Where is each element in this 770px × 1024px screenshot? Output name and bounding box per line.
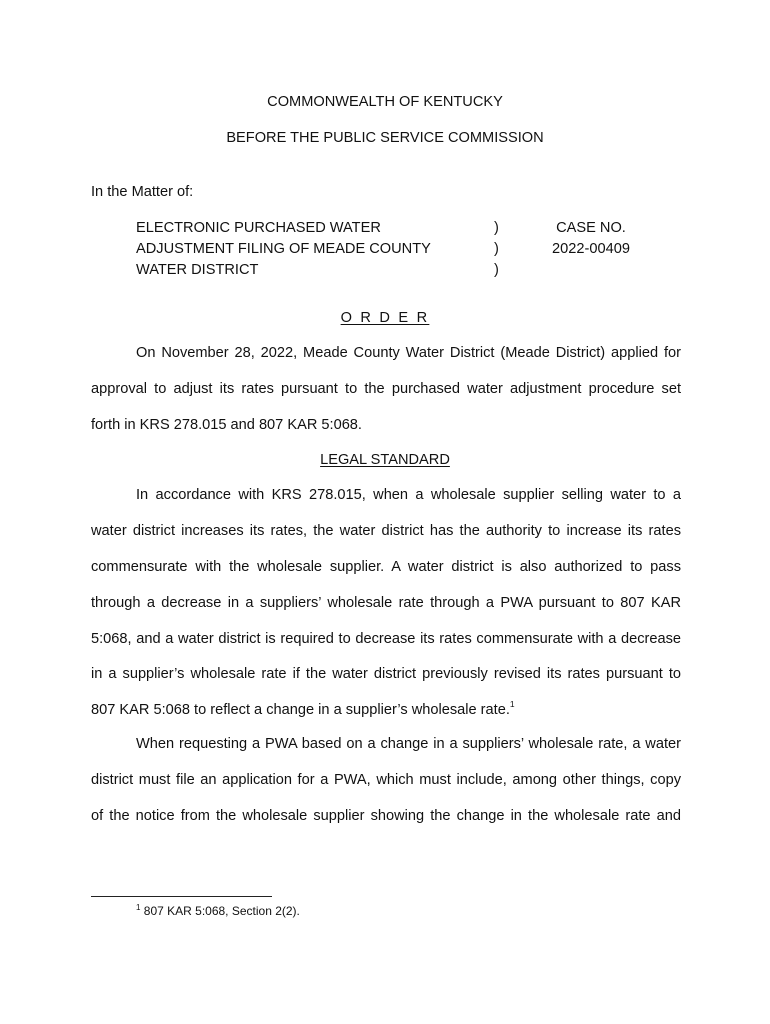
paragraph-pwa-request xyxy=(91,727,681,835)
case-number: 2022-00409 xyxy=(552,241,630,257)
caption-paren: ) xyxy=(494,241,499,257)
paragraph-line: In accordance with KRS 278.015, when a wholesale supplier selling water to a xyxy=(136,487,681,503)
paragraph-intro xyxy=(91,336,681,444)
footnote-divider xyxy=(91,896,272,897)
paragraph-line: commensurate with the wholesale supplier. A water district is also authorized to pass xyxy=(91,558,681,575)
paragraph-line: district must file an application for a PWA, which must include, among other things, copy xyxy=(91,771,681,788)
caption-paren: ) xyxy=(494,262,499,278)
footnote-marker: 1 xyxy=(136,903,141,912)
footnote xyxy=(136,904,300,918)
paragraph-line: When requesting a PWA based on a change in a suppliers’ wholesale rate, a water xyxy=(136,736,681,752)
header-commonwealth: COMMONWEALTH OF KENTUCKY xyxy=(267,94,503,110)
footnote-text: 807 KAR 5:068, Section 2(2). xyxy=(140,904,300,918)
caption-parentheses xyxy=(494,218,499,281)
paragraph-line: 5:068, and a water district is required to decrease its rates commensurate with a decrease xyxy=(91,630,681,647)
caption-line: ADJUSTMENT FILING OF MEADE COUNTY xyxy=(136,241,431,257)
header-commission: BEFORE THE PUBLIC SERVICE COMMISSION xyxy=(226,130,544,146)
paragraph-legal-standard xyxy=(91,478,681,729)
case-caption-title xyxy=(136,218,431,281)
caption-line: ELECTRONIC PURCHASED WATER xyxy=(136,220,381,236)
order-heading: O R D E R xyxy=(340,310,430,326)
case-label: CASE NO. xyxy=(556,220,626,236)
paragraph-line: in a supplier’s wholesale rate if the water district previously revised its rates pursuant to xyxy=(91,666,681,683)
legal-standard-heading: LEGAL STANDARD xyxy=(320,452,450,468)
paragraph-line-text: 807 KAR 5:068 to reflect a change in a supplier’s wholesale rate. xyxy=(91,702,510,719)
caption-line: WATER DISTRICT xyxy=(136,262,259,278)
paragraph-line: of the notice from the wholesale supplier showing the change in the wholesale rate and xyxy=(91,807,681,824)
footnote-reference[interactable]: 1 xyxy=(509,699,515,710)
caption-paren: ) xyxy=(494,220,499,236)
paragraph-line-with-footnote xyxy=(91,693,681,729)
paragraph-line: through a decrease in a suppliers’ wholesale rate through a PWA pursuant to 807 KAR xyxy=(91,594,681,611)
paragraph-line: approval to adjust its rates pursuant to the purchased water adjustment procedure set xyxy=(91,380,681,397)
paragraph-line: forth in KRS 278.015 and 807 KAR 5:068. xyxy=(91,416,362,433)
paragraph-line: water district increases its rates, the water district has the authority to increase its rates xyxy=(91,522,681,539)
paragraph-line: On November 28, 2022, Meade County Water District (Meade District) applied for xyxy=(136,345,681,361)
matter-intro: In the Matter of: xyxy=(91,184,194,200)
case-number-block xyxy=(540,218,642,260)
